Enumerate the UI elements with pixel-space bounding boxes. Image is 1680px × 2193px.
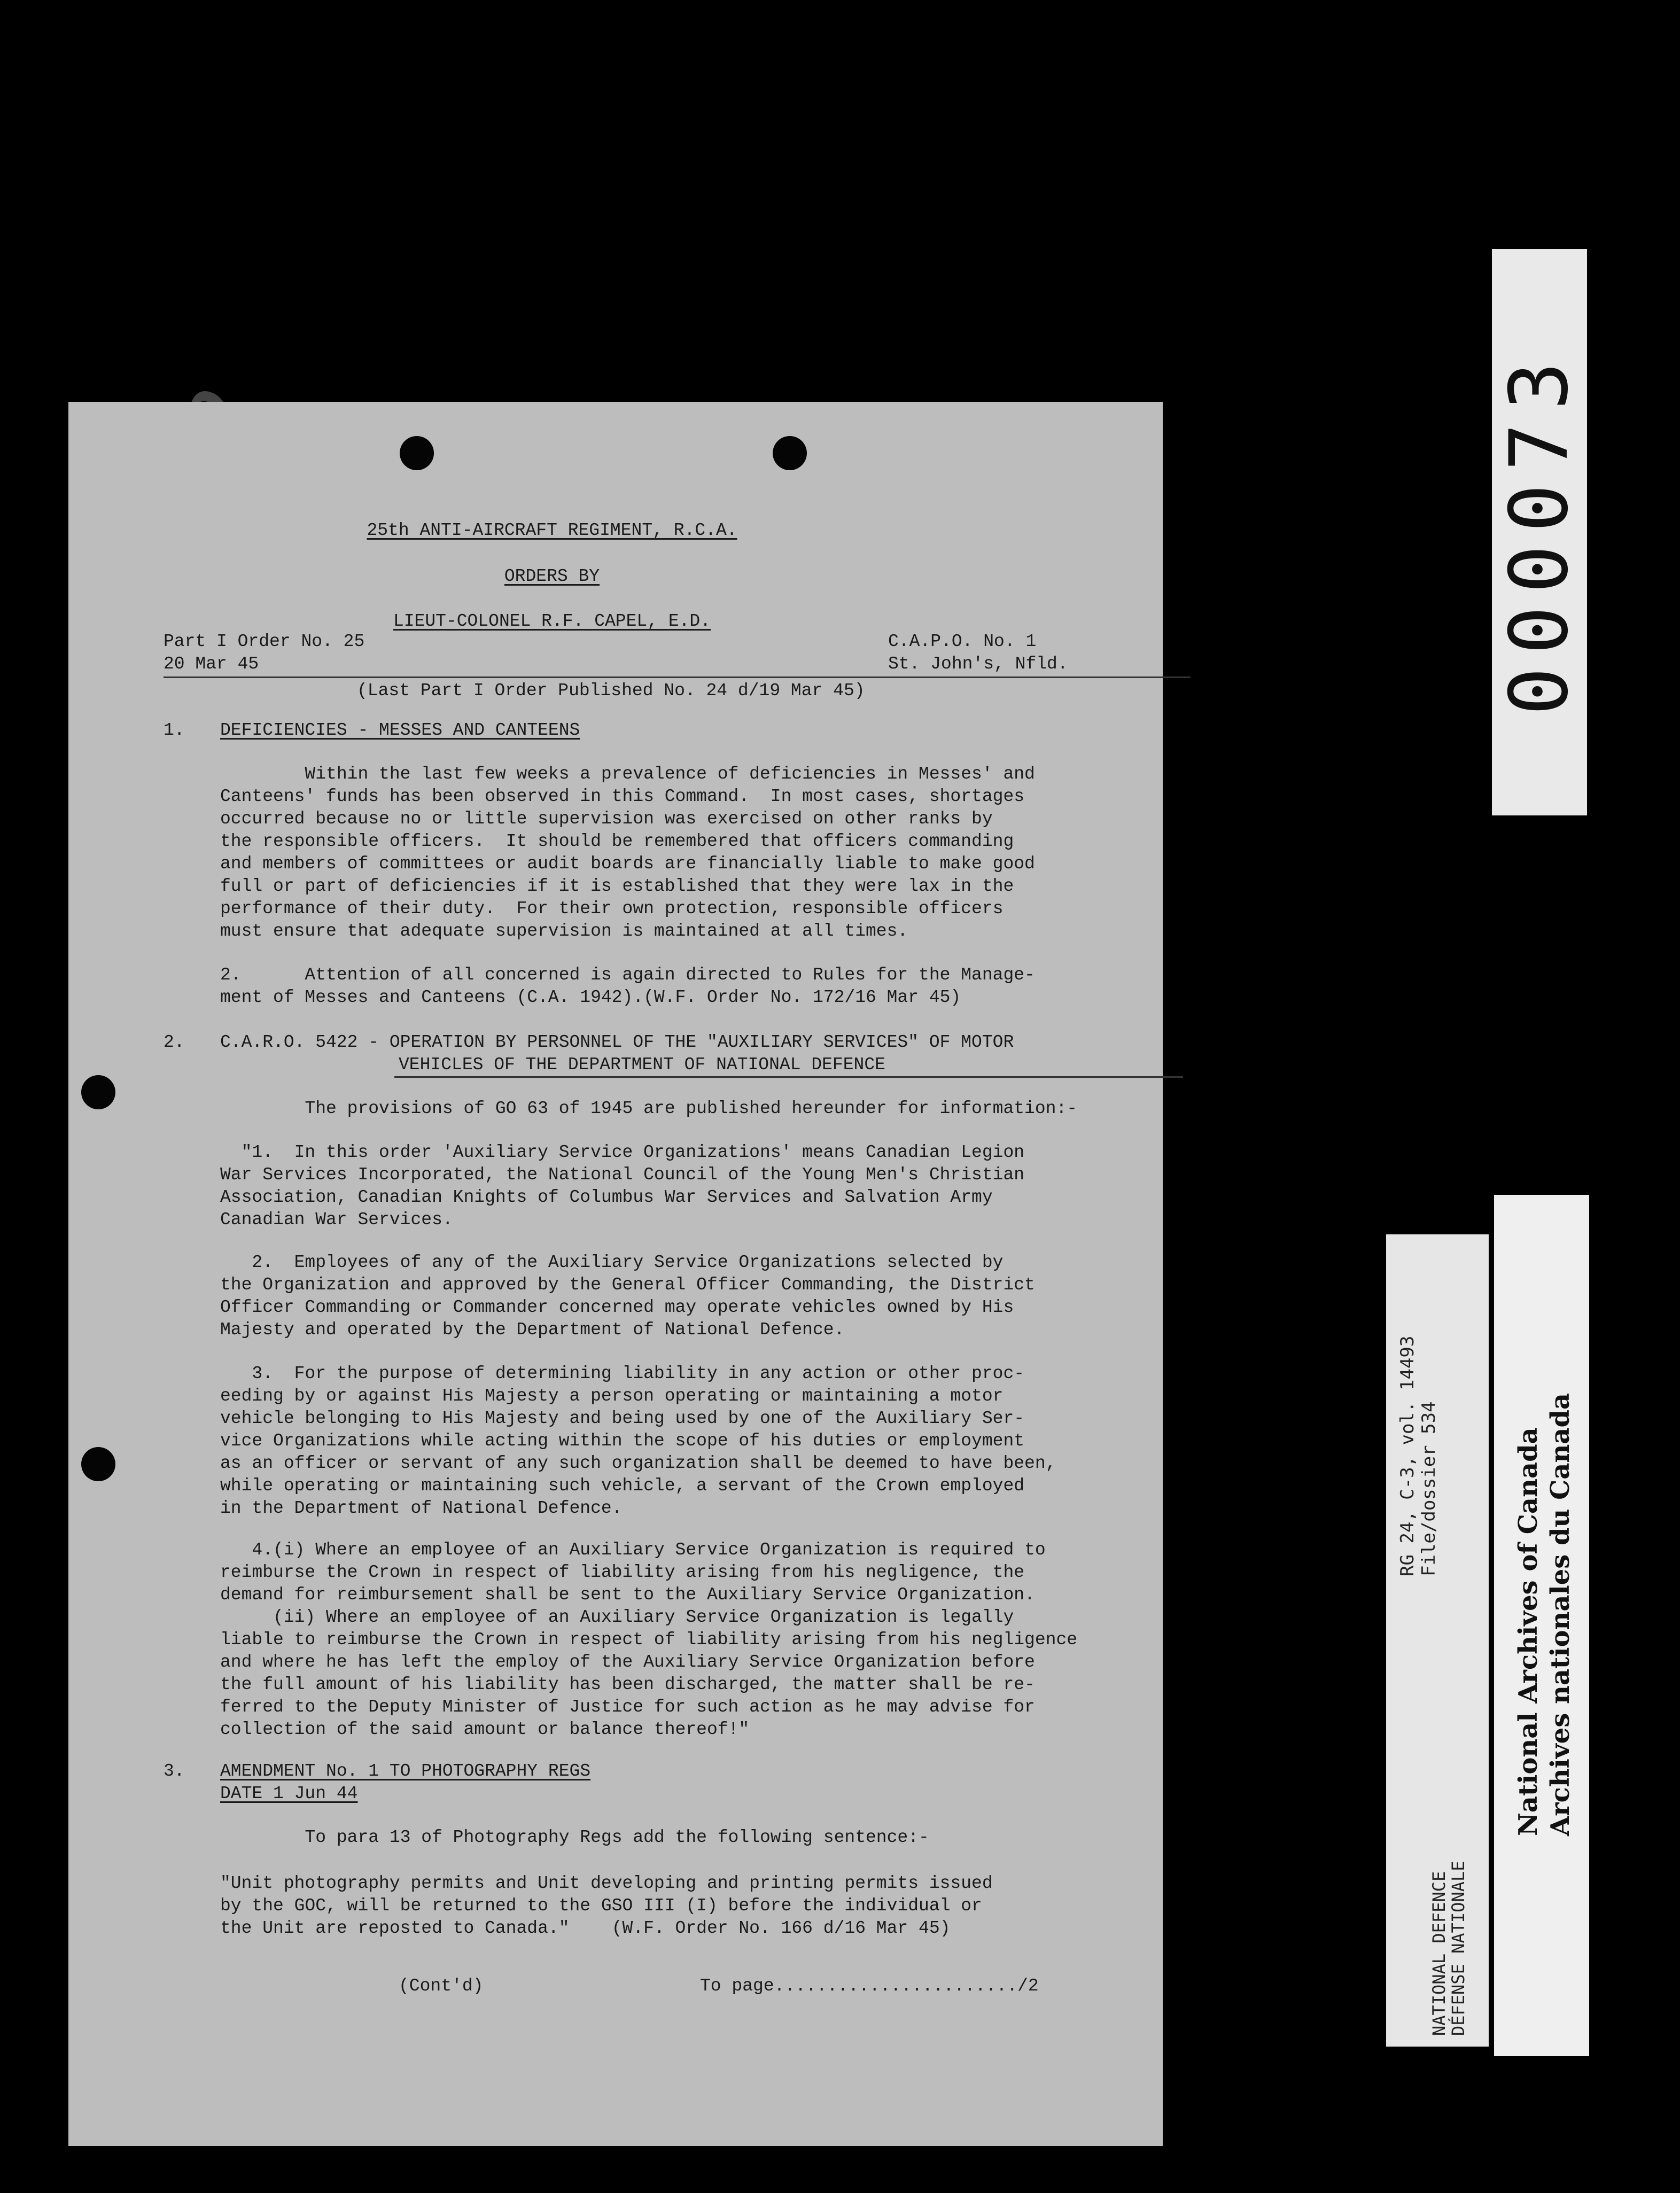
order-date: 20 Mar 45 [164, 654, 259, 674]
section-2-clause-2: 2. Employees of any of the Auxiliary Service Organizations selected by the Organization and approved by the General Officer Commanding, the District Officer Commanding or Commander concerned may operate vehicles owned by His Majesty and operated by the Department of National Defence. [220, 1253, 1035, 1340]
national-defence-fr: DÉFENSE NATIONALE [1448, 1861, 1468, 2036]
section-1-paragraph-1: Within the last few weeks a prevalence of deficiencies in Messes' and Canteens' funds has been observed in this Command. In most cases, shortages occurred because no or little supervision was exercised on other ranks by the responsible officers. It should be remembered that officers commanding and members of committees or audit boards are financially liable to make good full or part of deficiencies if it is established that they were lax in the performance of their duty. For their own protection, responsible officers must ensure that adequate supervision is maintained at all times. [220, 764, 1035, 941]
record-group-reference: RG 24, C-3, vol. 14493 [1397, 1335, 1418, 1576]
next-page-reference: To page......................./2 [700, 1976, 1039, 1996]
section-3-quote: "Unit photography permits and Unit developing and printing permits issued by the GOC, will be returned to the GSO III (I) before the individual or the Unit are reposted to Canada." (W.F. Order No. 166 d/16 Mar 45) [220, 1873, 993, 1938]
last-published-order: (Last Part I Order Published No. 24 d/19 Mar 45) [357, 681, 865, 701]
continued-note: (Cont'd) [399, 1976, 484, 1996]
section-1-title: DEFICIENCIES - MESSES AND CANTEENS [220, 720, 580, 740]
record-reference-label [1386, 1234, 1489, 2047]
punch-hole-top-left [400, 436, 434, 470]
section-1-number: 1. [164, 720, 185, 740]
document-page [68, 402, 1163, 2146]
punch-hole-left-lower [81, 1447, 115, 1481]
file-dossier-reference: File/dossier 534 [1418, 1401, 1440, 1576]
section-2-title-line-2: VEHICLES OF THE DEPARTMENT OF NATIONAL DEFENCE [399, 1055, 885, 1075]
punch-hole-top-right [773, 436, 807, 470]
section-2-number: 2. [164, 1032, 185, 1052]
section-2-title-line-1: C.A.R.O. 5422 - OPERATION BY PERSONNEL OF THE "AUXILIARY SERVICES" OF MOTOR [220, 1032, 1014, 1052]
section-2-clause-4: 4.(i) Where an employee of an Auxiliary Service Organization is required to reimburse the Crown in respect of liability arising from his negligence, the demand for reimbursement shall be sent to the Auxiliary Service Organization. (ii) Where an employee of an Auxiliary Service Organization is legally liable to reimburse the Crown in respect of liability arising from his negligence and where he has left the employ of the Auxiliary Service Organization before the full amount of his liability has been discharged, the matter shall be re- ferred to the Deputy Minister of Justice for such action as he may advise for collection of the said amount or balance thereof!" [220, 1540, 1078, 1739]
national-archives-fr: Archives nationales du Canada [1545, 1393, 1575, 1836]
section-3-date: DATE 1 Jun 44 [220, 1784, 358, 1803]
section-2-title-rule [394, 1076, 1183, 1078]
section-2-clause-3: 3. For the purpose of determining liability in any action or other proc- eeding by or against His Majesty a person operating or maintaining a motor vehicle belonging to His Majesty and being used by one of the Auxiliary Ser- vice Organizations while acting within the scope of his duties or employment as an officer or servant of any such organization shall be deemed to have been, while operating or maintaining such vehicle, a servant of the Crown employed in the Department of National Defence. [220, 1364, 1056, 1518]
national-archives-en: National Archives of Canada [1513, 1427, 1543, 1836]
section-3-number: 3. [164, 1761, 185, 1781]
national-archives-label [1494, 1195, 1589, 2056]
section-3-title: AMENDMENT No. 1 TO PHOTOGRAPHY REGS [220, 1761, 591, 1781]
header-rule [164, 676, 1191, 678]
national-defence-en: NATIONAL DEFENCE [1429, 1871, 1449, 2036]
part-order-number: Part I Order No. 25 [164, 632, 365, 651]
commanding-officer: LIEUT-COLONEL R.F. CAPEL, E.D. [393, 611, 711, 631]
location: St. John's, Nfld. [888, 654, 1068, 674]
section-3-intro: To para 13 of Photography Regs add the following sentence:- [220, 1828, 929, 1847]
punch-hole-left-upper [81, 1075, 115, 1109]
section-1-paragraph-2: 2. Attention of all concerned is again directed to Rules for the Manage- ment of Messes and Canteens (C.A. 1942).(W.F. Order No. 172/16 Mar 45) [220, 965, 1035, 1007]
frame-number: 000073 [1493, 349, 1586, 716]
capo-number: C.A.P.O. No. 1 [888, 632, 1037, 651]
section-2-clause-1: "1. In this order 'Auxiliary Service Organizations' means Canadian Legion War Services Incorporated, the National Council of the Young Men's Christian Association, Canadian Knights of Columbus War Services and Salvation Army Canadian War Services. [220, 1142, 1025, 1230]
regiment-title: 25th ANTI-AIRCRAFT REGIMENT, R.C.A. [367, 520, 737, 540]
section-2-intro: The provisions of GO 63 of 1945 are published hereunder for information:- [220, 1099, 1078, 1118]
frame-number-strip [1492, 249, 1587, 815]
orders-by: ORDERS BY [504, 566, 600, 586]
